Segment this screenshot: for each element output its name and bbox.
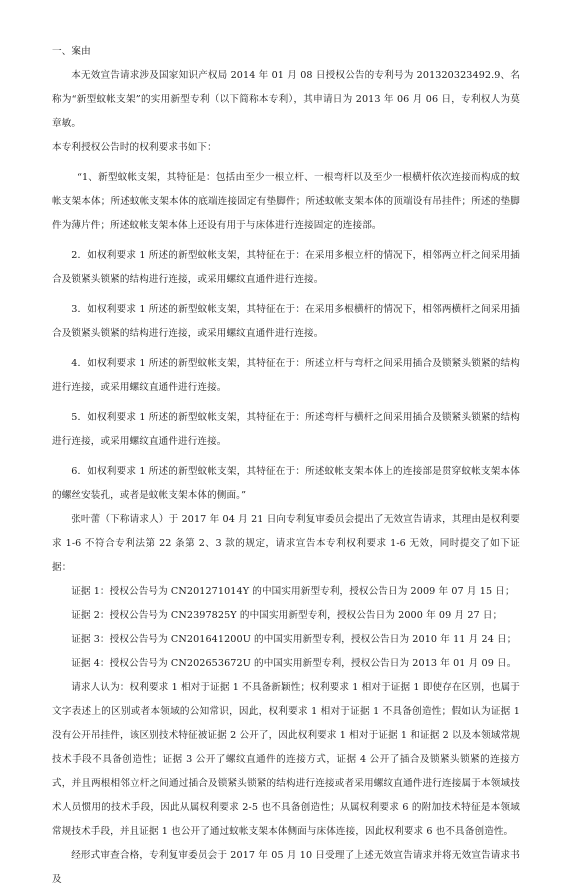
claim-2: 2．如权利要求 1 所述的新型蚊帐支架，其特征在于：在采用多根立杆的情况下，相邻两立杆之间采用插合及锁紧头锁紧的结构进行连接，或采用螺纹直通件进行连接。 — [52, 250, 520, 285]
closing-paragraph: 经形式审查合格，专利复审委员会于 2017 年 05 月 10 日受理了上述无效宣告请求并将无效宣告请求书及 — [52, 850, 520, 885]
argument-paragraph: 请求人认为：权利要求 1 相对于证据 1 不具备新颖性；权利要求 1 相对于证据 1 即使存在区别，也属于文字表述上的区别或者本领域的公知常识，因此，权利要求 1 相对于证据 1 不具备创造性；假如认为证据 1 没有公开吊挂件，该区别技术特征被证据 2 公开了，因此权利要求 1 相对于证据 1 和证据 2 以及本领域常规技术手段不具备创造性；证据 3 公开了螺纹直通件的连接方式，证据 4 公开了插合及锁紧头锁紧的连接方式，并且两根相邻立杆之间通过插合及锁紧头锁紧的结构进行连接或者采用螺纹直通件进行连接属于本领域技术人员惯用的技术手段，因此从属权利要求 2-5 也不具备创造性；从属权利要求 6 的附加技术特征是本领域常规技术手段，并且证据 1 也公开了通过蚊帐支架本体侧面与床体连接，因此权利要求 6 也不具备创造性。 — [52, 682, 520, 837]
intro-paragraph: 本无效宣告请求涉及国家知识产权局 2014 年 01 月 08 日授权公告的专利号为 201320323492.9、名称为“新型蚊帐支架”的实用新型专利（以下简称本专利），其申请日为 2013 年 06 月 06 日，专利权人为莫章敏。 — [52, 70, 520, 129]
evidence-3: 证据 3：授权公告号为 CN201641200U 的中国实用新型专利，授权公告日为 2010 年 11 月 24 日； — [71, 634, 517, 645]
claim-6: 6．如权利要求 1 所述的新型蚊帐支架，其特征在于：所述蚊帐支架本体上的连接部是贯穿蚊帐支架本体的螺丝安装孔，或者是蚊帐支架本体的侧面。” — [52, 466, 520, 501]
evidence-4: 证据 4：授权公告号为 CN202653672U 的中国实用新型专利，授权公告日为 2013 年 01 月 09 日。 — [71, 658, 517, 669]
claim-5: 5．如权利要求 1 所述的新型蚊帐支架，其特征在于：所述弯杆与横杆之间采用插合及锁紧头锁紧的结构进行连接，或采用螺纹直通件进行连接。 — [52, 412, 520, 447]
claim-1: “1、新型蚊帐支架，其特征是：包括由至少一根立杆、一根弯杆以及至少一根横杆依次连接而构成的蚊帐支架本体；所述蚊帐支架本体的底端连接固定有垫脚件；所述蚊帐支架本体的顶端设有吊挂件；所述的垫脚件为薄片件；所述蚊帐支架本体上还设有用于与床体进行连接固定的连接部。 — [52, 172, 520, 231]
claim-4: 4．如权利要求 1 所述的新型蚊帐支架，其特征在于：所述立杆与弯杆之间采用插合及锁紧头锁紧的结构进行连接，或采用螺纹直通件进行连接。 — [52, 358, 520, 393]
claim-3: 3．如权利要求 1 所述的新型蚊帐支架，其特征在于：在采用多根横杆的情况下，相邻两横杆之间采用插合及锁紧头锁紧的结构进行连接，或采用螺纹直通件进行连接。 — [52, 304, 520, 339]
evidence-2: 证据 2：授权公告号为 CN2397825Y 的中国实用新型专利，授权公告日为 2000 年 09 月 27 日； — [71, 610, 503, 621]
document-page — [52, 40, 520, 892]
section-heading: 一、案由 — [52, 46, 91, 57]
intro-claims-lead: 本专利授权公告时的权利要求书如下： — [52, 142, 217, 153]
request-paragraph: 张叶蕾（下称请求人）于 2017 年 04 月 21 日向专利复审委员会提出了无效宣告请求，其理由是权利要求 1-6 不符合专利法第 22 条第 2、3 款的规定，请求宣告本专利权利要求 1-6 无效，同时提交了如下证据： — [52, 514, 520, 573]
evidence-1: 证据 1：授权公告号为 CN201271014Y 的中国实用新型专利，授权公告日为 2009 年 07 月 15 日； — [71, 586, 515, 597]
